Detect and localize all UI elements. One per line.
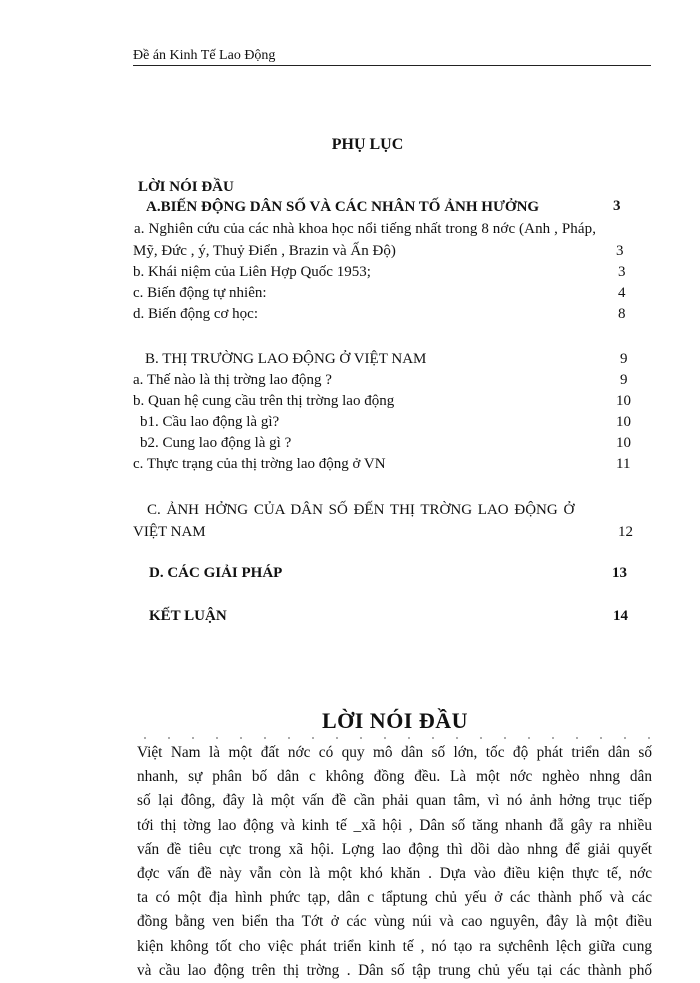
- toc-page-number: 9: [620, 372, 628, 388]
- paragraph-line: nhanh, sự phân bố dân c không đồng đều. Là một nớc nghèo nhng dân: [137, 768, 652, 786]
- toc-entry-conclusion[interactable]: KẾT LUẬN: [149, 608, 227, 624]
- toc-page-number: 9: [620, 351, 628, 367]
- toc-entry-section-d[interactable]: D. CÁC GIẢI PHÁP: [149, 565, 283, 581]
- paragraph-line: đợc vấn đề này vẫn còn là một khó khăn . Dựa vào điều kiện thực tế, nớc: [137, 865, 652, 883]
- toc-page-number: 3: [618, 264, 626, 280]
- toc-page-number: 3: [613, 198, 621, 214]
- preface-paragraph: [137, 741, 652, 983]
- toc-entry-section-c-cont[interactable]: VIỆT NAM: [133, 524, 206, 540]
- toc-page-number: 10: [616, 435, 631, 451]
- toc-entry-b-b-supply-demand[interactable]: b. Quan hệ cung cầu trên thị trờng lao động: [133, 393, 395, 409]
- garbled-text-line: [133, 736, 653, 740]
- toc-entry-preface[interactable]: LỜI NÓI ĐẦU: [138, 179, 234, 195]
- toc-page-number: 13: [612, 565, 627, 581]
- toc-page-number: 10: [616, 393, 631, 409]
- paragraph-line: đồng bằng ven biển tha Tớt ở các vùng núi và cao nguyên, đây là một điều: [137, 913, 652, 931]
- appendix-title: PHỤ LỤC: [331, 136, 404, 153]
- toc-page-number: 12: [618, 524, 633, 540]
- toc-page-number: 11: [616, 456, 631, 472]
- paragraph-line: vấn đề tiêu cực trong xã hội. Lợng lao động thì dồi dào nhng để giải quyết: [137, 840, 652, 858]
- paragraph-line: tới thị tờng lao động và kinh tế _xã hội , Dân số tăng nhanh đẵ gây ra nhiều: [137, 816, 652, 834]
- toc-entry-d-mechanical-change[interactable]: d. Biến động cơ học:: [133, 306, 258, 322]
- toc-page-number: 14: [613, 608, 628, 624]
- toc-entry-c-natural-change[interactable]: c. Biến động tự nhiên:: [133, 285, 267, 301]
- toc-entry-b-un-concept[interactable]: b. Khái niệm của Liên Hợp Quốc 1953;: [133, 264, 371, 280]
- paragraph-line: và cầu lao động trên thị trờng . Dân số tập trung chủ yếu tại các thành phố: [137, 961, 652, 979]
- toc-entry-section-a[interactable]: A.BIẾN ĐỘNG DÂN SỐ VÀ CÁC NHÂN TỐ ẢNH HƯỞNG: [146, 199, 540, 215]
- paragraph-line: ta có một địa hình phức tạp, dân c tẩptung chủ yếu ở các thành phố và các: [137, 889, 652, 907]
- toc-entry-b-c-current-state[interactable]: c. Thực trạng của thị trờng lao động ở VN: [133, 456, 386, 472]
- toc-page-number: 8: [618, 306, 626, 322]
- toc-page-number: 3: [616, 243, 624, 259]
- toc-entry-b-a-labor-market[interactable]: a. Thế nào là thị trờng lao động ?: [133, 372, 332, 388]
- toc-entry-a-research-cont[interactable]: Mỹ, Đức , ý, Thuỷ Điển , Brazin và Ấn Độ): [133, 243, 396, 259]
- paragraph-line: kiện không tốt cho việc phát triển kinh tế , nó tạo ra sựchênh lệch giữa cung: [137, 937, 652, 955]
- paragraph-line: Việt Nam là một đất nớc có quy mô dân số lớn, tốc độ phát triển dân số: [137, 744, 652, 761]
- toc-entry-section-c[interactable]: C. ẢNH HỞNG CỦA DÂN SỐ ĐẾN THỊ TRỜNG LAO ĐỘNG Ở: [147, 502, 575, 518]
- paragraph-line: số lại đông, đây là một vấn đề cần phải quan tâm, vì nó ảnh hởng trục tiếp: [137, 792, 652, 810]
- toc-page-number: 4: [618, 285, 626, 301]
- toc-page-number: 10: [616, 414, 631, 430]
- toc-entry-b1-labor-demand[interactable]: b1. Cầu lao động là gì?: [140, 414, 280, 430]
- toc-entry-section-b[interactable]: B. THỊ TRƯỜNG LAO ĐỘNG Ở VIỆT NAM: [145, 351, 427, 367]
- toc-entry-a-research[interactable]: a. Nghiên cứu của các nhà khoa học nổi tiếng nhất trong 8 nớc (Anh , Pháp,: [134, 221, 597, 237]
- preface-heading: LỜI NÓI ĐẦU: [321, 708, 469, 733]
- toc-entry-b2-labor-supply[interactable]: b2. Cung lao động là gì ?: [140, 435, 292, 451]
- document-header: Đề án Kinh Tế Lao Động: [133, 48, 651, 66]
